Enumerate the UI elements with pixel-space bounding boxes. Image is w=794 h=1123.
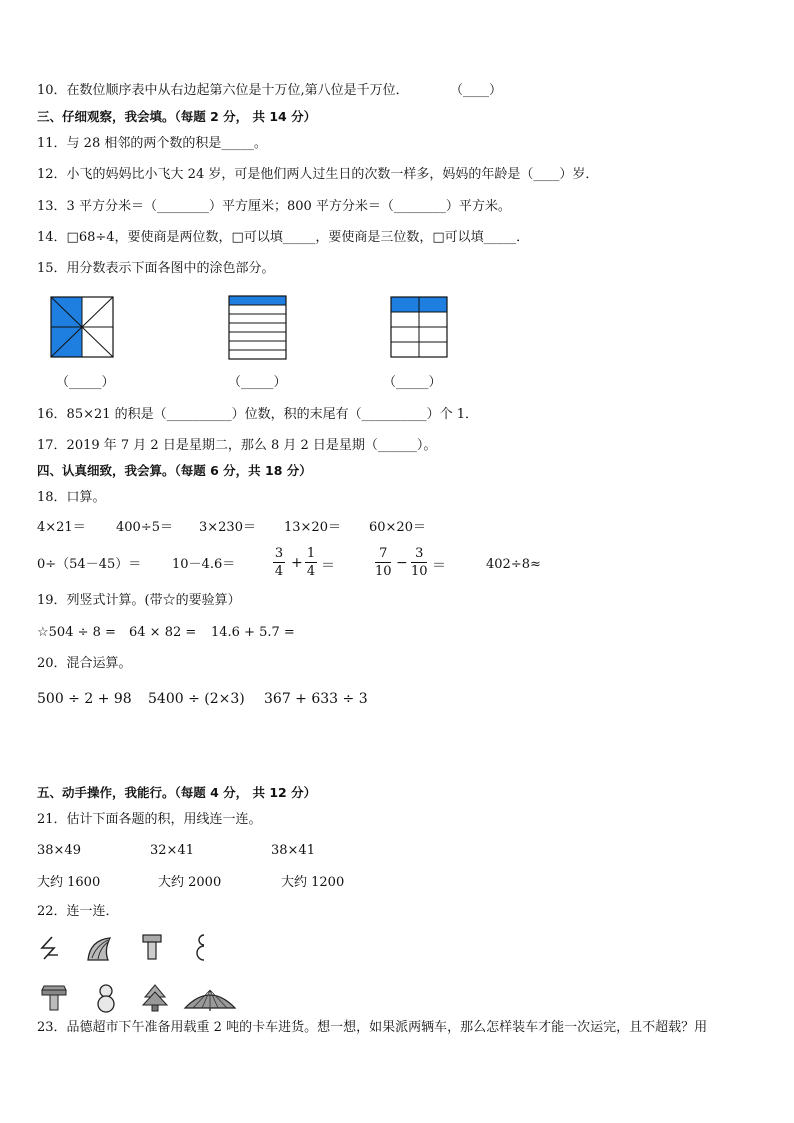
question-11: 11．与 28 相邻的两个数的积是_____。 bbox=[37, 136, 267, 151]
zigzag-icon bbox=[38, 935, 60, 961]
question-22: 22．连一连． bbox=[37, 904, 119, 919]
section-3-heading: 三、仔细观察，我会填。（每题 2 分， 共 14 分） bbox=[37, 109, 317, 124]
mixed-calc-item: 500 ÷ 2 + 98 bbox=[37, 691, 132, 707]
fraction-1-4 bbox=[305, 546, 317, 579]
equals-sign: ＝ bbox=[321, 558, 335, 574]
vertical-calc-item: 64 × 82 = bbox=[129, 625, 197, 640]
table-side-icon bbox=[141, 933, 163, 961]
estimate-item: 大约 1200 bbox=[281, 875, 345, 890]
denominator: 10 bbox=[411, 564, 428, 579]
question-14: 14．□68÷4，要使商是两位数，□可以填_____，要使商是三位数，□可以填_____． bbox=[37, 230, 530, 245]
fraction-7-10 bbox=[375, 546, 392, 579]
question-13: 13．3 平方分米＝（________）平方厘米；800 平方分米＝（________）平方米。 bbox=[37, 199, 511, 214]
question-20: 20．混合运算。 bbox=[37, 656, 132, 671]
numerator: 3 bbox=[274, 546, 284, 561]
denominator: 10 bbox=[375, 564, 392, 579]
calc-item: 400÷5＝ bbox=[116, 520, 173, 535]
mixed-calc-item: 5400 ÷ (2×3) bbox=[148, 691, 245, 707]
question-23: 23．品德超市下午准备用载重 2 吨的卡车进货。想一想，如果派两辆车，那么怎样装车才能一次运完，且不超载？用 bbox=[37, 1020, 708, 1035]
section-4-heading: 四、认真细致，我会算。（每题 6 分，共 18 分） bbox=[37, 463, 312, 478]
figure-grid-table bbox=[390, 296, 448, 358]
calc-item: 3×230＝ bbox=[199, 520, 256, 535]
calc-item: 10－4.6＝ bbox=[172, 557, 236, 572]
umbrella-object-icon bbox=[183, 986, 237, 1012]
plus-sign: + bbox=[291, 555, 303, 571]
product-item: 38×49 bbox=[37, 843, 81, 858]
pine-tree-object-icon bbox=[140, 983, 170, 1013]
numerator: 7 bbox=[379, 546, 388, 561]
mixed-calc-item: 367 + 633 ÷ 3 bbox=[264, 691, 368, 707]
numerator: 1 bbox=[306, 546, 316, 561]
calc-item: 4×21＝ bbox=[37, 520, 86, 535]
table-object-icon bbox=[40, 984, 68, 1012]
calc-item: 60×20＝ bbox=[369, 520, 426, 535]
denominator: 4 bbox=[306, 564, 316, 579]
umbrella-side-icon bbox=[86, 934, 114, 962]
q15-blank-1[interactable]: （_____） bbox=[56, 375, 115, 390]
vertical-calc-item: ☆504 ÷ 8 = bbox=[37, 625, 116, 640]
calc-item: 0÷（54－45）＝ bbox=[37, 557, 142, 572]
question-21: 21．估计下面各题的积，用线连一连。 bbox=[37, 812, 262, 827]
section-5-heading: 五、动手操作，我能行。（每题 4 分， 共 12 分） bbox=[37, 785, 317, 800]
fraction-3-10 bbox=[411, 546, 428, 579]
question-19: 19．列竖式计算。(带☆的要验算） bbox=[37, 593, 241, 608]
snowman-side-icon bbox=[194, 933, 210, 963]
question-10: 10．在数位顺序表中从右边起第六位是十万位,第八位是千万位． （____） bbox=[37, 83, 502, 98]
question-16: 16．85×21 的积是（__________）位数，积的末尾有（__________）个 1． bbox=[37, 407, 479, 422]
figure-square-triangles bbox=[50, 296, 114, 358]
equals-sign: ＝ bbox=[432, 558, 446, 574]
calc-item: 13×20＝ bbox=[284, 520, 341, 535]
product-item: 38×41 bbox=[271, 843, 315, 858]
product-item: 32×41 bbox=[150, 843, 194, 858]
question-15: 15．用分数表示下面各图中的涂色部分。 bbox=[37, 261, 275, 276]
q15-blank-3[interactable]: （_____） bbox=[383, 375, 442, 390]
q15-blank-2[interactable]: （_____） bbox=[228, 375, 287, 390]
question-12: 12．小飞的妈妈比小飞大 24 岁，可是他们两人过生日的次数一样多，妈妈的年龄是（____）岁． bbox=[37, 167, 599, 182]
snowman-object-icon bbox=[94, 983, 118, 1013]
numerator: 3 bbox=[415, 546, 424, 561]
fraction-3-4 bbox=[273, 546, 285, 579]
estimate-item: 大约 2000 bbox=[158, 875, 222, 890]
estimate-item: 大约 1600 bbox=[37, 875, 101, 890]
question-17: 17．2019 年 7 月 2 日是星期二，那么 8 月 2 日是星期（______）。 bbox=[37, 438, 437, 453]
figure-horizontal-strips bbox=[228, 295, 287, 360]
question-18: 18．口算。 bbox=[37, 490, 106, 505]
denominator: 4 bbox=[274, 564, 284, 579]
vertical-calc-item: 14.6 + 5.7 = bbox=[211, 625, 295, 640]
minus-sign: − bbox=[396, 555, 408, 571]
calc-item: 402÷8≈ bbox=[486, 557, 541, 572]
